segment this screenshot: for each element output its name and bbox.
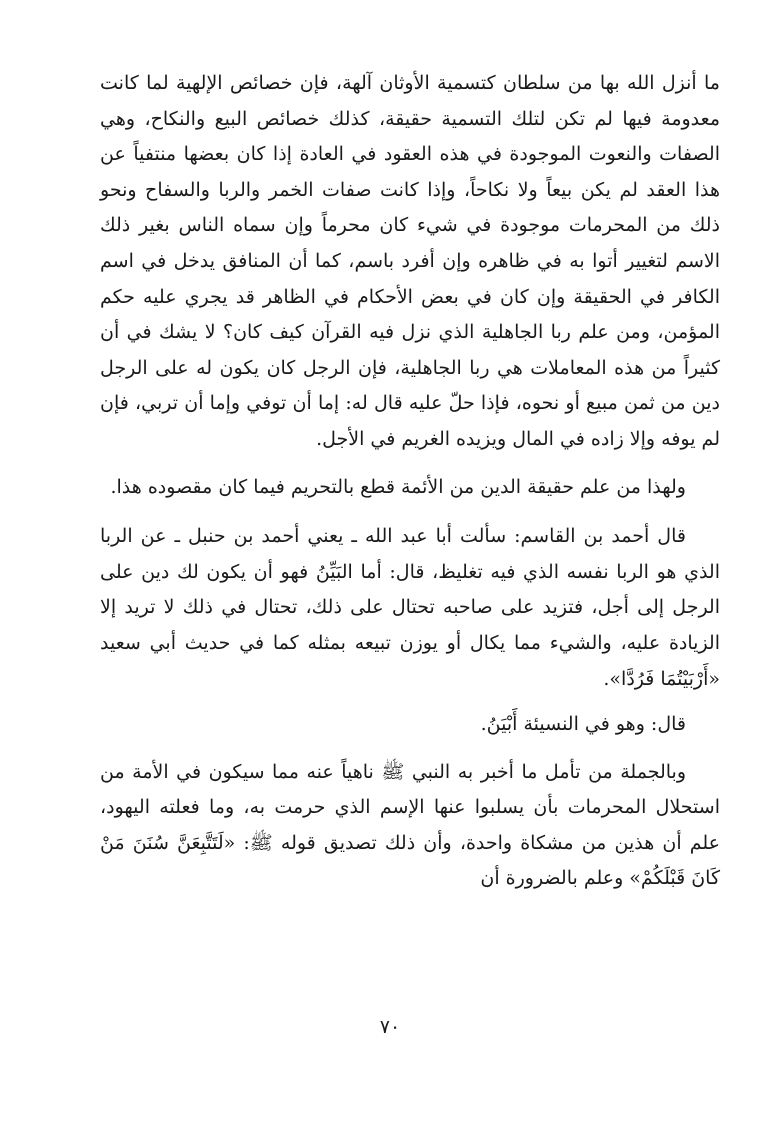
- paragraph-3: قال أحمد بن القاسم: سألت أبا عبد الله ـ يعني أحمد بن حنبل ـ عن الربا الذي هو الربا نفسه الذي فيه تغليظ، قال: أما البَيِّنُ فهو أن يكون لك دين على الرجل إلى أجل، فتزيد على صاحبه تحتال على ذلك، تحتال في ذلك لا تريد إلا الزيادة عليه، والشيء مما يكال أو يوزن تبيعه بمثله كما في حديث أبي سعيد «أَرْبَيْتُمَا فَرُدَّا».: [100, 525, 720, 690]
- paragraph-2: ولهذا من علم حقيقة الدين من الأئمة قطع بالتحريم فيما كان مقصوده هذا.: [110, 475, 686, 498]
- paragraph-5: وبالجملة من تأمل ما أخبر به النبي ﷺ ناهياً عنه مما سيكون في الأمة من استحلال المحرمات بأن يسلبوا عنها الإسم الذي حرمت به، وما فعلته اليهود، علم أن هذين من مشكاة واحدة، وأن ذلك تصديق قوله ﷺ: «لَتَتَّبِعَنَّ سُنَنَ مَنْ كَانَ قَبْلَكُمْ» وعلم بالضرورة أن: [100, 760, 720, 890]
- paragraph-4: قال: وهو في النسيئة أَبْيَنُ.: [480, 713, 686, 736]
- body-text: [100, 66, 720, 897]
- page-number: ٧٠: [379, 1016, 401, 1038]
- paragraph-1: ما أنزل الله بها من سلطان كتسمية الأوثان آلهة، فإن خصائص الإلهية لما كانت معدومة فيها لم تكن لتلك التسمية حقيقة، كذلك خصائص البيع والنكاح، وهي الصفات والنعوت الموجودة في هذه العقود في العادة إذا كان بعضها منتفياً عن هذا العقد لم يكن بيعاً ولا نكاحاً، وإذا كانت صفات الخمر والربا والسفاح ونحو ذلك من المحرمات موجودة في شيء كان محرماً وإن سماه الناس بغير ذلك الاسم لتغيير أتوا به في ظاهره وإن أفرد باسم، كما أن المنافق يدخل في اسم الكافر في الحقيقة وإن كان في بعض الأحكام في الظاهر قد يجري عليه حكم المؤمن، ومن علم ربا الجاهلية الذي نزل فيه القرآن كيف كان؟ لا يشك في أن كثيراً من هذه المعاملات هي ربا الجاهلية، فإن الرجل كان يكون له على الرجل دين من ثمن مبيع أو نحوه، فإذا حلّ عليه قال له: إما أن توفي وإما أن تربي، فإن لم يوفه وإلا زاده في المال ويزيده الغريم في الأجل.: [100, 72, 720, 450]
